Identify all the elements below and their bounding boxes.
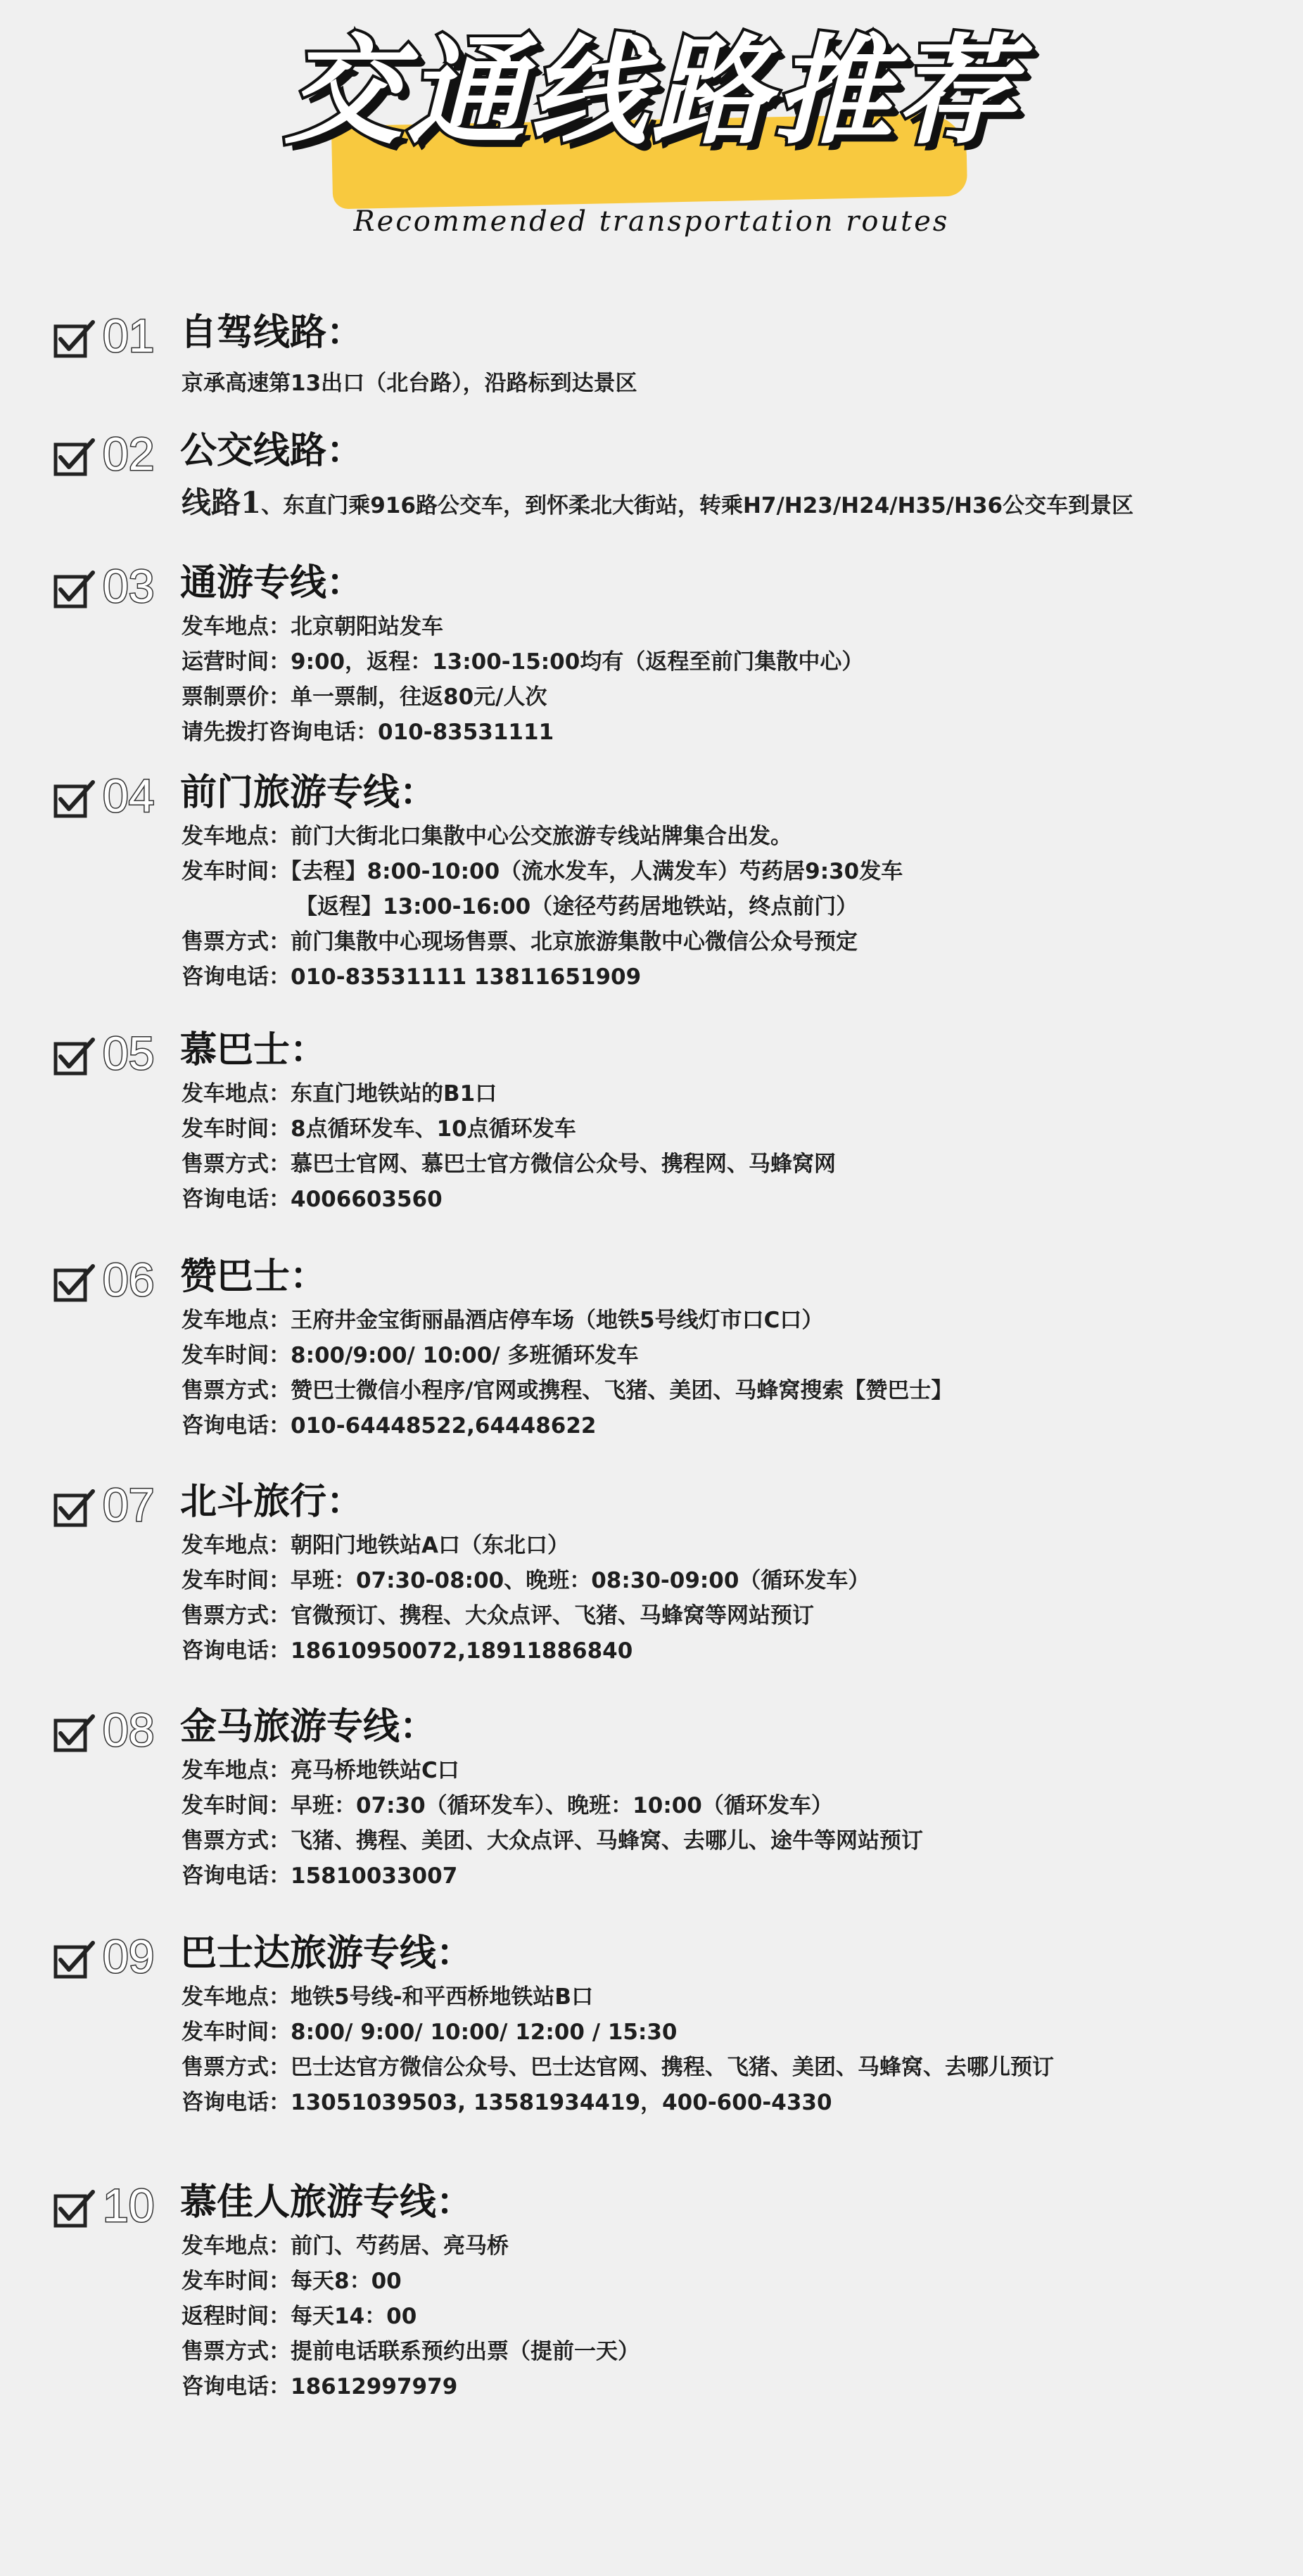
route-details	[182, 366, 637, 401]
page-title: 交通线路推荐	[284, 23, 1019, 160]
detail-line: 发车时间：早班：07:30（循环发车）、晚班：10:00（循环发车）	[182, 1793, 833, 1818]
detail-line: 售票方式：赞巴士微信小程序/官网或携程、飞猪、美团、马蜂窝搜索【赞巴士】	[182, 1378, 953, 1403]
detail-line	[182, 485, 1133, 523]
detail-line: 咨询电话：010-64448522,64448622	[182, 1413, 597, 1439]
route-title: 北斗旅行：	[180, 1481, 364, 1523]
route-line-text: 、东直门乘916路公交车，到怀柔北大街站，转乘H7/H23/H24/H35/H36公交车到景区	[261, 493, 1134, 518]
route-number: 03	[103, 560, 155, 612]
route-title: 慕巴士：	[180, 1029, 327, 1071]
route-number: 07	[103, 1479, 155, 1531]
detail-line: 咨询电话：18612997979	[182, 2374, 458, 2399]
route-details	[182, 1303, 953, 1443]
detail-line: 售票方式：巴士达官方微信公众号、巴士达官网、携程、飞猪、美团、马蜂窝、去哪儿预订	[182, 2055, 1054, 2080]
route-details	[182, 1076, 836, 1217]
route-details	[182, 1753, 923, 1894]
detail-line: 发车时间：8:00/9:00/ 10:00/ 多班循环发车	[182, 1343, 639, 1368]
route-title: 慕佳人旅游专线：	[180, 2181, 473, 2224]
page-subtitle: Recommended transportation routes	[353, 205, 950, 238]
detail-line: 咨询电话：15810033007	[182, 1863, 458, 1889]
checked-box-icon	[53, 319, 96, 359]
route-number: 04	[103, 770, 155, 822]
route-number: 09	[103, 1930, 155, 1982]
route-details	[182, 609, 863, 750]
route-number: 06	[103, 1254, 155, 1306]
route-title: 金马旅游专线：	[180, 1706, 437, 1748]
detail-line: 发车地点：东直门地铁站的B1口	[182, 1081, 497, 1107]
detail-line: 咨询电话：4006603560	[182, 1187, 443, 1212]
detail-line: 返程时间：每天14：00	[182, 2304, 417, 2329]
checked-box-icon	[53, 1714, 96, 1753]
route-details	[182, 2229, 640, 2404]
route-number: 10	[103, 2179, 155, 2231]
detail-line: 发车时间：早班：07:30-08:00、晚班：08:30-09:00（循环发车）	[182, 1568, 870, 1593]
detail-line: 【返程】13:00-16:00（途径芍药居地铁站，终点前门）	[295, 894, 858, 919]
route-details	[182, 1979, 1054, 2120]
route-number: 05	[103, 1027, 155, 1079]
detail-line: 发车时间：【去程】8:00-10:00（流水发车，人满发车）芍药居9:30发车	[182, 859, 903, 884]
detail-line: 咨询电话：010-83531111 13811651909	[182, 964, 642, 990]
route-title: 前门旅游专线：	[180, 772, 437, 814]
checked-box-icon	[53, 1488, 96, 1528]
route-title: 赞巴士：	[180, 1256, 327, 1298]
route-title: 自驾线路：	[180, 312, 364, 354]
detail-line: 发车地点：前门大街北口集散中心公交旅游专线站牌集合出发。	[182, 824, 792, 849]
route-details	[182, 819, 903, 995]
checked-box-icon	[53, 2189, 96, 2229]
detail-line: 售票方式：提前电话联系预约出票（提前一天）	[182, 2339, 640, 2364]
detail-line: 发车地点：前门、芍药居、亮马桥	[182, 2233, 509, 2259]
route-title: 公交线路：	[180, 430, 364, 472]
checked-box-icon	[53, 1037, 96, 1076]
checked-box-icon	[53, 779, 96, 819]
detail-line: 售票方式：慕巴士官网、慕巴士官方微信公众号、携程网、马蜂窝网	[182, 1152, 836, 1177]
detail-line: 票制票价：单一票制，往返80元/人次	[182, 684, 547, 710]
detail-line: 售票方式：飞猪、携程、美团、大众点评、马蜂窝、去哪儿、途牛等网站预订	[182, 1828, 923, 1854]
checked-box-icon	[53, 438, 96, 477]
detail-line: 售票方式：前门集散中心现场售票、北京旅游集散中心微信公众号预定	[182, 929, 858, 955]
route-title: 通游专线：	[180, 562, 364, 604]
page-header	[0, 0, 1303, 253]
detail-line: 运营时间：9:00，返程：13:00-15:00均有（返程至前门集散中心）	[182, 649, 864, 675]
detail-line: 发车地点：亮马桥地铁站C口	[182, 1758, 459, 1783]
route-number: 01	[103, 310, 155, 362]
route-title: 巴士达旅游专线：	[180, 1932, 473, 1975]
route-number: 08	[103, 1704, 155, 1756]
route-details	[182, 1528, 870, 1669]
detail-line: 发车时间：8点循环发车、10点循环发车	[182, 1116, 576, 1142]
route-details	[182, 485, 1133, 523]
checked-box-icon	[53, 1263, 96, 1303]
route-line-label: 线路1	[182, 485, 262, 520]
detail-line: 发车地点：北京朝阳站发车	[182, 614, 443, 639]
detail-line: 发车时间：8:00/ 9:00/ 10:00/ 12:00 / 15:30	[182, 2020, 678, 2045]
detail-line: 发车地点：王府井金宝街丽晶酒店停车场（地铁5号线灯市口C口）	[182, 1308, 824, 1333]
checked-box-icon	[53, 570, 96, 609]
detail-line: 京承高速第13出口（北台路），沿路标到达景区	[182, 371, 637, 396]
detail-line: 咨询电话：13051039503, 13581934419，400-600-4330	[182, 2090, 832, 2115]
detail-line: 发车时间：每天8：00	[182, 2269, 402, 2294]
detail-line: 咨询电话：18610950072,18911886840	[182, 1638, 633, 1664]
detail-line: 请先拨打咨询电话：010-83531111	[182, 720, 554, 745]
detail-line: 售票方式：官微预订、携程、大众点评、飞猪、马蜂窝等网站预订	[182, 1603, 814, 1628]
checked-box-icon	[53, 1940, 96, 1979]
detail-line: 发车地点：朝阳门地铁站A口（东北口）	[182, 1533, 569, 1558]
detail-line: 发车地点：地铁5号线-和平西桥地铁站B口	[182, 1984, 594, 2010]
route-number: 02	[103, 428, 155, 480]
